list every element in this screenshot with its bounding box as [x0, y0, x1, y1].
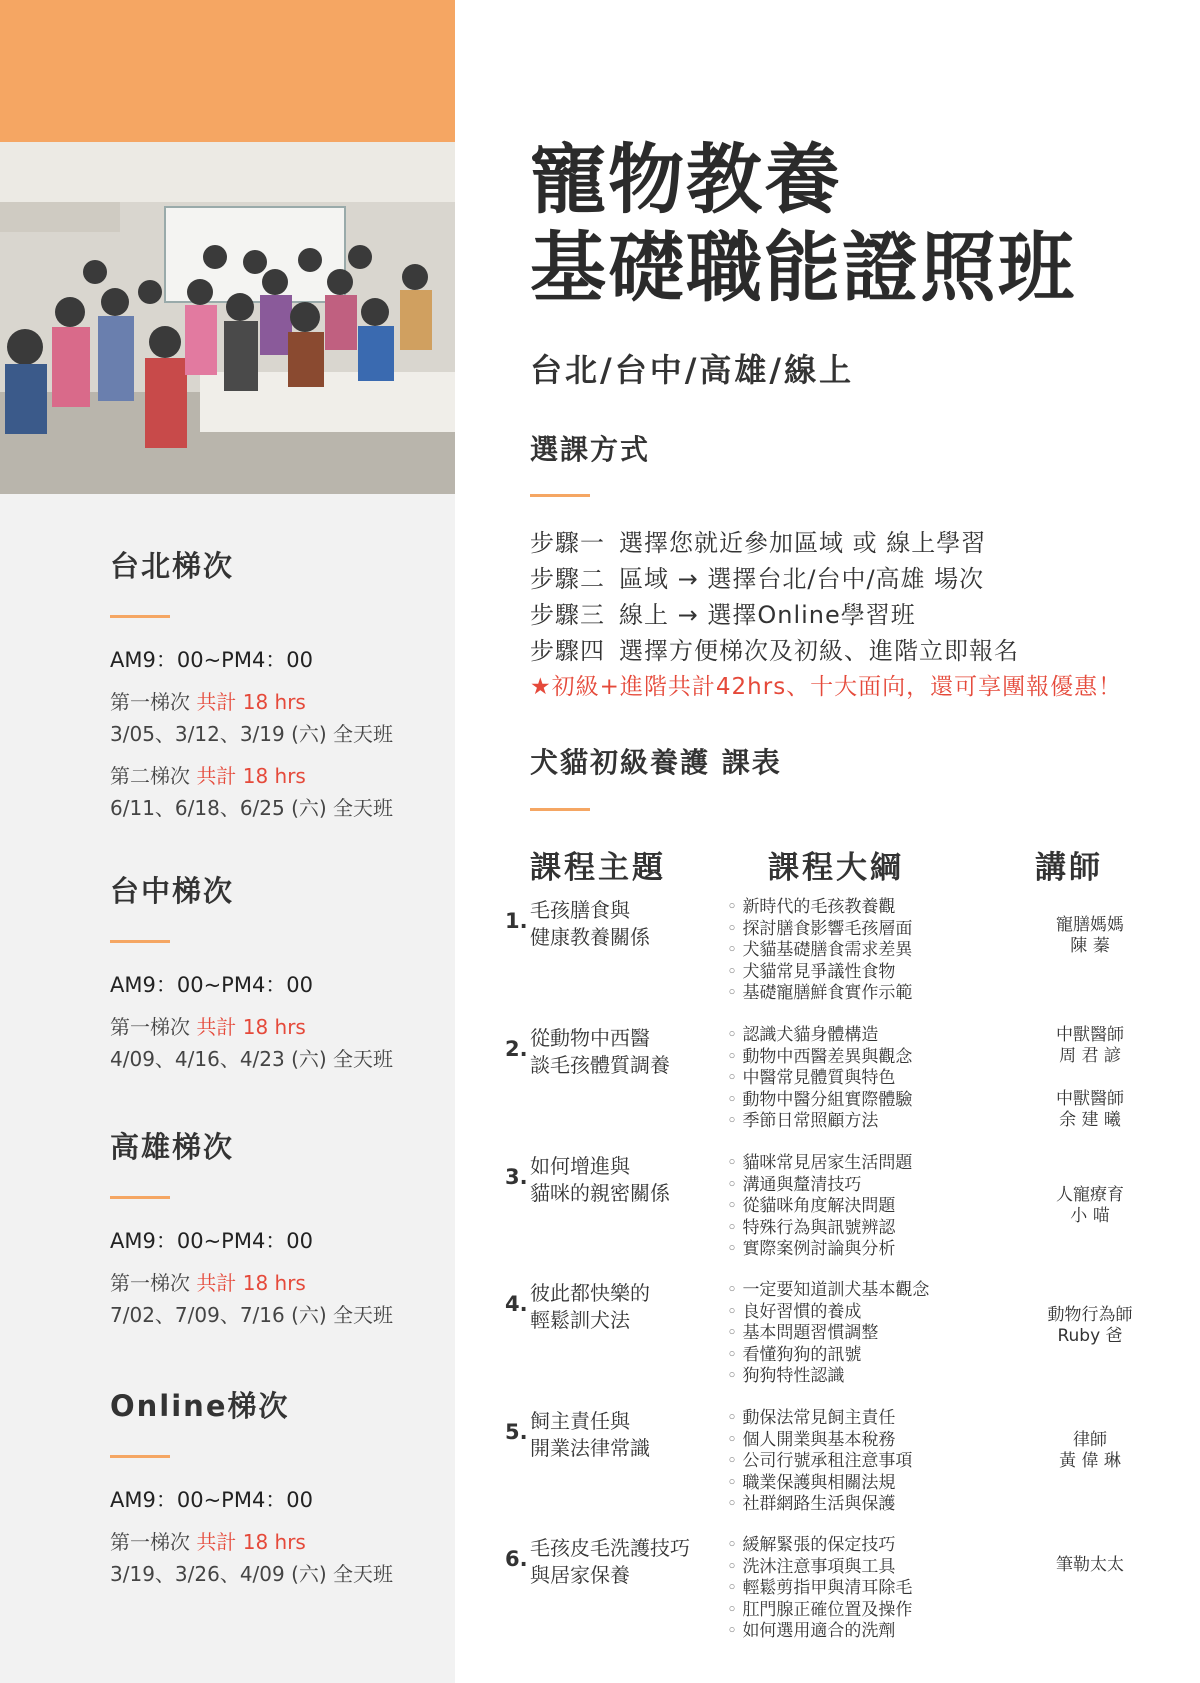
- divider: [110, 940, 170, 943]
- orange-header-block: [0, 0, 455, 142]
- column-header-outline: 課程大綱: [768, 850, 904, 886]
- course-outline: ◦ 認識犬貓身體構造 ◦ 動物中西醫差異與觀念 ◦ 中醫常見體質與特色 ◦ 動物中醫分組實際體驗 ◦ 季節日常照顧方法: [727, 1025, 912, 1133]
- divider: [530, 808, 590, 811]
- schedule-time: AM9：00~PM4：00: [110, 1488, 314, 1512]
- divider: [110, 1196, 170, 1199]
- curriculum-heading: 犬貓初級養護 課表: [530, 746, 782, 779]
- batch-line: 第二梯次 共計 18 hrs: [110, 764, 306, 788]
- course-teacher: 筆勒太太: [1056, 1555, 1124, 1575]
- course-number: 1.: [505, 909, 528, 933]
- course-outline: ◦ 動保法常見飼主責任 ◦ 個人開業與基本稅務 ◦ 公司行號承租注意事項 ◦ 職業保護與相關法規 ◦ 社群網路生活與保護: [727, 1408, 912, 1516]
- batch-dates: 3/05、3/12、3/19 (六) 全天班: [110, 722, 394, 746]
- course-teacher: 中獸醫師 周 君 諺: [1056, 1025, 1124, 1066]
- course-number: 5.: [505, 1420, 528, 1444]
- step-item: 步驟三 線上 → 選擇Online學習班: [530, 601, 916, 629]
- schedule-title: 高雄梯次: [110, 1130, 235, 1164]
- batch-line: 第一梯次 共計 18 hrs: [110, 690, 306, 714]
- step-item: 步驟二 區域 → 選擇台北/台中/高雄 場次: [530, 565, 985, 593]
- schedule-title: Online梯次: [110, 1389, 290, 1423]
- course-topic: 飼主責任與 開業法律常識: [530, 1409, 650, 1460]
- batch-line: 第一梯次 共計 18 hrs: [110, 1015, 306, 1039]
- course-topic: 彼此都快樂的 輕鬆訓犬法: [530, 1281, 650, 1332]
- divider: [530, 494, 590, 497]
- page-title: 寵物教養 基礎職能證照班: [530, 135, 1076, 312]
- schedule-time: AM9：00~PM4：00: [110, 973, 314, 997]
- course-teacher: 寵膳媽媽 陳 蓁: [1056, 915, 1124, 956]
- schedule-time: AM9：00~PM4：00: [110, 1229, 314, 1253]
- batch-dates: 4/09、4/16、4/23 (六) 全天班: [110, 1047, 394, 1071]
- course-topic: 從動物中西醫 談毛孩體質調養: [530, 1026, 670, 1077]
- batch-dates: 7/02、7/09、7/16 (六) 全天班: [110, 1303, 394, 1327]
- promo-note: ★初級+進階共計42hrs、十大面向，還可享團報優惠！: [530, 674, 1123, 700]
- divider: [110, 615, 170, 618]
- batch-line: 第一梯次 共計 18 hrs: [110, 1530, 306, 1554]
- schedule-taipei: [110, 544, 450, 824]
- course-outline: ◦ 新時代的毛孩教養觀 ◦ 探討膳食影響毛孩層面 ◦ 犬貓基礎膳食需求差異 ◦ 犬貓常見爭議性食物 ◦ 基礎寵膳鮮食實作示範: [727, 897, 912, 1005]
- column-header-topic: 課程主題: [530, 850, 666, 886]
- course-number: 2.: [505, 1037, 528, 1061]
- course-outline: ◦ 一定要知道訓犬基本觀念 ◦ 良好習慣的養成 ◦ 基本問題習慣調整 ◦ 看懂狗狗的訊號 ◦ 狗狗特性認識: [727, 1280, 929, 1388]
- course-topic: 毛孩膳食與 健康教養關係: [530, 898, 650, 949]
- course-teacher: 動物行為師 Ruby 爸: [1047, 1305, 1133, 1346]
- schedule-online: [110, 1384, 450, 1590]
- course-number: 3.: [505, 1165, 528, 1189]
- schedule-kaohsiung: [110, 1125, 450, 1331]
- batch-dates: 3/19、3/26、4/09 (六) 全天班: [110, 1562, 394, 1586]
- column-header-teacher: 講師: [1035, 850, 1103, 886]
- course-outline: ◦ 緩解緊張的保定技巧 ◦ 洗沐注意事項與工具 ◦ 輕鬆剪指甲與清耳除毛 ◦ 肛門腺正確位置及操作 ◦ 如何選用適合的洗劑: [727, 1535, 912, 1643]
- step-item: 步驟四 選擇方便梯次及初級、進階立即報名: [530, 637, 1019, 665]
- class-group-photo: [0, 142, 455, 494]
- schedule-time: AM9：00~PM4：00: [110, 648, 314, 672]
- course-topic: 如何增進與 貓咪的親密關係: [530, 1154, 670, 1205]
- course-topic: 毛孩皮毛洗護技巧 與居家保養: [530, 1536, 690, 1587]
- course-outline: ◦ 貓咪常見居家生活問題 ◦ 溝通與釐清技巧 ◦ 從貓咪角度解決問題 ◦ 特殊行為與訊號辨認 ◦ 實際案例討論與分析: [727, 1153, 912, 1261]
- course-teacher: 律師 黃 偉 琳: [1059, 1430, 1121, 1471]
- divider: [110, 1455, 170, 1458]
- schedule-title: 台中梯次: [110, 874, 235, 908]
- selection-heading: 選課方式: [530, 433, 651, 466]
- course-number: 4.: [505, 1292, 528, 1316]
- selection-steps: [530, 525, 1122, 705]
- course-teacher: 人寵療育 小 喵: [1056, 1185, 1124, 1226]
- batch-line: 第一梯次 共計 18 hrs: [110, 1271, 306, 1295]
- schedule-taichung: [110, 869, 450, 1075]
- step-item: 步驟一 選擇您就近參加區域 或 線上學習: [530, 529, 987, 557]
- schedule-title: 台北梯次: [110, 549, 235, 583]
- course-number: 6.: [505, 1547, 528, 1571]
- cities-subtitle: 台北/台中/高雄/線上: [530, 351, 855, 389]
- batch-dates: 6/11、6/18、6/25 (六) 全天班: [110, 796, 394, 820]
- course-teacher: 中獸醫師 余 建 曦: [1056, 1089, 1124, 1130]
